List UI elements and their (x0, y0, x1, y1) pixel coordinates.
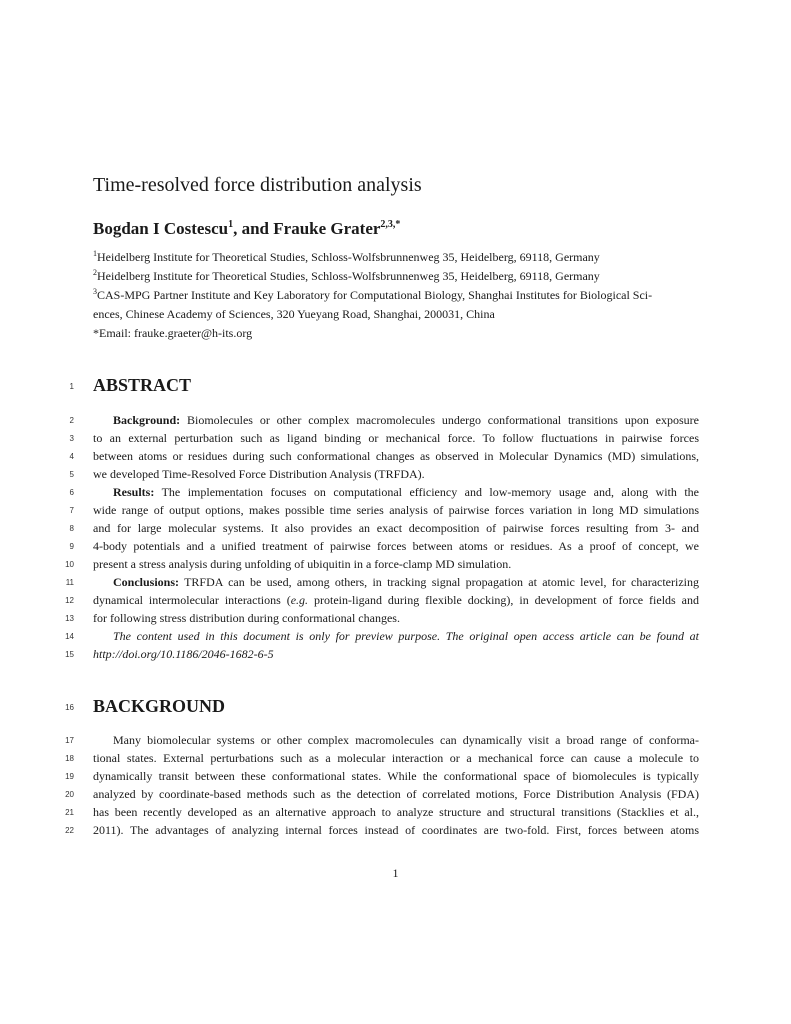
line-number: 7 (69, 506, 74, 515)
abstract-subheading: Conclusions: (113, 575, 180, 589)
line-number: 22 (65, 826, 74, 835)
emphasis-text: e.g. (290, 593, 309, 607)
abstract-line: present a stress analysis during unfolding of ubiquitin in a force-clamp MD simulation. (93, 557, 512, 571)
affiliation-text: Heidelberg Institute for Theoretical Studies, Schloss-Wolfsbrunnenweg 35, Heidelberg, 69118, Germany (97, 250, 600, 264)
line-number: 15 (65, 650, 74, 659)
affiliation-text: Heidelberg Institute for Theoretical Studies, Schloss-Wolfsbrunnenweg 35, Heidelberg, 69118, Germany (97, 269, 600, 283)
page-number: 1 (392, 866, 399, 880)
affiliation-line (93, 248, 699, 267)
body-line: dynamically transit between these conformational states. While the conformational space of biomolecules is typically (93, 769, 699, 783)
author-list (93, 218, 400, 240)
affiliation-line (93, 286, 699, 305)
line-number: 21 (65, 808, 74, 817)
affiliation-text: ences, Chinese Academy of Sciences, 320 Yueyang Road, Shanghai, 200031, China (93, 307, 495, 321)
line-text: dynamical intermolecular interactions ( (93, 593, 291, 607)
line-text: protein-ligand during flexible docking), in development of force fields and (308, 593, 699, 607)
affiliation-text: CAS-MPG Partner Institute and Key Laboratory for Computational Biology, Shanghai Institutes for Biological Sci- (97, 288, 653, 302)
line-text: The implementation focuses on computational efficiency and low-memory usage and, along with the (154, 485, 699, 499)
affiliation-line (93, 305, 699, 324)
line-number: 3 (69, 434, 74, 443)
author-affiliation-mark: 1 (228, 219, 234, 230)
line-number: 20 (65, 790, 74, 799)
affiliation-mark: 1 (93, 249, 97, 258)
email-text: *Email: frauke.graeter@h-its.org (93, 326, 253, 340)
line-number: 2 (69, 416, 74, 425)
abstract-line (93, 591, 699, 609)
affiliations (93, 248, 699, 343)
abstract-heading: ABSTRACT (93, 375, 192, 395)
line-text: Biomolecules or other complex macromolecules undergo conformational transitions upon exposure (180, 413, 699, 427)
body-line: analyzed by coordinate-based methods such as the detection of correlated motions, Force Distribution Analysis (FDA) (93, 787, 699, 801)
doi-link[interactable]: http://doi.org/10.1186/2046-1682-6-5 (93, 647, 274, 661)
abstract-line: between atoms or residues during such conformational changes as observed in Molecular Dynamics (MD) simulations, (93, 449, 699, 463)
author-separator: , and (233, 219, 274, 238)
affiliation-mark: 3 (93, 287, 97, 296)
abstract-subheading: Background: (113, 413, 181, 427)
background-heading: BACKGROUND (93, 696, 226, 716)
preview-notice-text: The content used in this document is only for preview purpose. The original open access article can be found at (113, 629, 699, 643)
line-number: 5 (69, 470, 74, 479)
body-line: Many biomolecular systems or other complex macromolecules can dynamically visit a broad range of conforma- (113, 733, 699, 747)
abstract-line: 4-body potentials and a unified treatment of pairwise forces between atoms or residues. As a proof of concept, we (93, 539, 699, 553)
preview-notice-line (93, 645, 699, 663)
paper-title: Time-resolved force distribution analysis (93, 174, 422, 196)
preview-notice-line (113, 627, 699, 645)
abstract-line: to an external perturbation such as ligand binding or mechanical force. To follow fluctuations in pairwise forces (93, 431, 699, 445)
author-name: Bogdan I Costescu (93, 219, 229, 238)
abstract-line (113, 573, 699, 591)
line-number: 12 (65, 596, 74, 605)
abstract-line: wide range of output options, makes possible time series analysis of pairwise forces variation in long MD simulations (93, 503, 699, 517)
line-number: 16 (65, 703, 74, 712)
abstract-line (113, 483, 699, 501)
author-name: Frauke Grater (273, 219, 381, 238)
line-number: 6 (69, 488, 74, 497)
author-affiliation-mark: 2,3,* (380, 219, 401, 230)
abstract-line: we developed Time-Resolved Force Distribution Analysis (TRFDA). (93, 467, 425, 481)
line-number: 1 (69, 382, 74, 391)
abstract-line (113, 411, 699, 429)
line-number: 19 (65, 772, 74, 781)
body-line: 2011). The advantages of analyzing internal forces instead of coordinates are two-fold. First, forces between atoms (93, 823, 699, 837)
line-number: 11 (65, 578, 74, 587)
body-line: has been recently developed as an alternative approach to analyze structure and structural transitions (Stacklies et al., (93, 805, 699, 819)
line-number: 17 (65, 736, 74, 745)
line-number: 10 (65, 560, 74, 569)
affiliation-line (93, 267, 699, 286)
line-number: 18 (65, 754, 74, 763)
line-number: 4 (69, 452, 74, 461)
corresponding-email (93, 324, 699, 343)
line-number: 9 (69, 542, 74, 551)
line-number: 14 (65, 632, 74, 641)
abstract-line: and for large molecular systems. It also provides an exact decomposition of pairwise forces resulting from 3- and (93, 521, 699, 535)
affiliation-mark: 2 (93, 268, 97, 277)
body-line: tional states. External perturbations such as a molecular interaction or a mechanical force can cause a molecule to (93, 751, 699, 765)
abstract-subheading: Results: (113, 485, 155, 499)
line-number: 13 (65, 614, 74, 623)
line-text: TRFDA can be used, among others, in tracking signal propagation at atomic level, for characterizing (179, 575, 699, 589)
abstract-line: for following stress distribution during conformational changes. (93, 611, 400, 625)
line-number: 8 (69, 524, 74, 533)
